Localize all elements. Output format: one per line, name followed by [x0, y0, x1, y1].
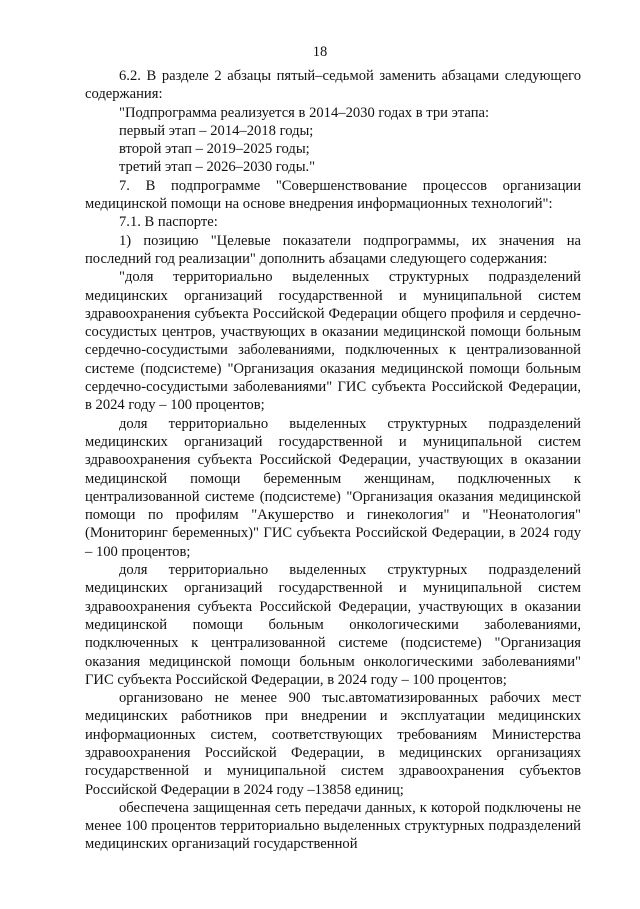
- paragraph-6-2: 6.2. В разделе 2 абзацы пятый–седьмой заменить абзацами следующего содержания:: [85, 68, 581, 103]
- paragraph-7-1: 7.1. В паспорте:: [119, 214, 218, 231]
- paragraph-workstations: организовано не менее 900 тыс.автоматизированных рабочих мест медицинских работников при внедрении и эксплуатации медицинских информационных систем, соответствующих требованиям Министерства здравоохранения Российской Федерации, в медицинских организациях государственной и муниципальной систем здравоохранения субъектов Российской Федерации в 2024 году –13858 единиц;: [85, 690, 581, 798]
- paragraph-subprogram-stages: "Подпрограмма реализуется в 2014–2030 годах в три этапа:: [119, 104, 490, 121]
- paragraph-item-1: 1) позицию "Целевые показатели подпрограммы, их значения на последний год реализации" дополнить абзацами следующего содержания:: [85, 232, 581, 267]
- paragraph-pregnancy-share: доля территориально выделенных структурных подразделений медицинских организаций государственной и муниципальной систем здравоохранения субъекта Российской Федерации, участвующих в оказании медицинской помощи беременным женщинам, подключенных к централизованной системе (подсистеме) "Организация оказания медицинской помощи по профилям "Акушерство и гинекология" и "Неонатология" (Мониторинг беременных)" ГИС субъекта Российской Федерации, в 2024 году – 100 процентов;: [85, 415, 581, 560]
- paragraph-stage-1: первый этап – 2014–2018 годы;: [119, 122, 314, 139]
- paragraph-cardio-share: "доля территориально выделенных структурных подразделений медицинских организаций государственной и муниципальной систем здравоохранения субъекта Российской Федерации общего профиля и сердечно-сосудистых центров, участвующих в оказании медицинской помощи больным сердечно-сосудистыми заболеваниями, подключенных к централизованной системе (подсистеме) "Организация оказания медицинской помощи больным сердечно-сосудистыми заболеваниями" ГИС субъекта Российской Федерации, в 2024 году – 100 процентов;: [85, 269, 581, 414]
- page-number: 18: [312, 44, 328, 60]
- paragraph-oncology-share: доля территориально выделенных структурных подразделений медицинских организаций государственной и муниципальной систем здравоохранения субъекта Российской Федерации, участвующих в оказании медицинской помощи больным онкологическими заболеваниями, подключенных к централизованной системе (подсистеме) "Организация оказания медицинской помощи больным онкологическими заболеваниями" ГИС субъекта Российской Федерации, в 2024 году – 100 процентов;: [85, 562, 581, 688]
- paragraph-stage-2: второй этап – 2019–2025 годы;: [119, 141, 310, 158]
- paragraph-7: 7. В подпрограмме "Совершенствование процессов организации медицинской помощи на основе внедрения информационных технологий":: [85, 177, 581, 213]
- paragraph-secure-network: обеспечена защищенная сеть передачи данных, к которой подключены не менее 100 процентов территориально выделенных структурных подразделений медицинских организаций государственной: [85, 799, 581, 853]
- paragraph-stage-3: третий этап – 2026–2030 годы.": [119, 159, 316, 176]
- document-body: [85, 67, 581, 854]
